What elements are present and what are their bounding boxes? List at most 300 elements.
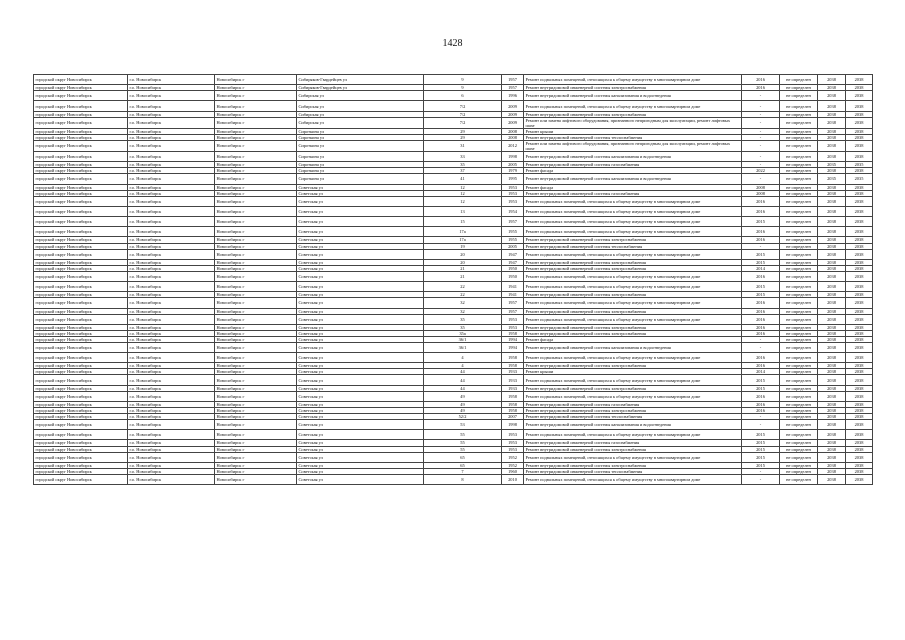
street-cell: Советская ул [297,363,424,369]
house-number-cell: 35 [424,314,502,324]
plan-period-cell: не определен [780,111,818,117]
district-cell: г.о. Новосибирск [128,174,215,184]
work-type-cell: Ремонт внутридомовой инженерной системы канализования и водоотведения [524,152,742,162]
start-year-cell: 2038 [818,363,846,369]
municipality-cell: городской округ Новосибирск [34,336,128,342]
municipality-cell: городской округ Новосибирск [34,401,128,407]
table-row [34,391,873,401]
last-repair-year-cell: - [742,128,780,134]
district-cell: г.о. Новосибирск [128,217,215,227]
district-cell: г.о. Новосибирск [128,414,215,420]
start-year-cell: 2038 [818,140,846,151]
street-cell: Сироткина ул [297,162,424,168]
municipality-cell: городской округ Новосибирск [34,190,128,196]
work-type-cell: Ремонт внутридомовой инженерной системы канализования и водоотведения [524,174,742,184]
table-row [34,249,873,259]
end-year-cell: 2038 [846,330,873,336]
house-number-cell: 33 [424,152,502,162]
district-cell: г.о. Новосибирск [128,282,215,292]
municipality-cell: городской округ Новосибирск [34,353,128,363]
house-number-cell: 37 [424,168,502,174]
last-repair-year-cell: - [742,474,780,484]
work-type-cell: Ремонт подвальных помещений, относящихся к общему имуществу в многоквартирном доме [524,196,742,206]
house-number-cell: 19 [424,243,502,249]
district-cell: г.о. Новосибирск [128,152,215,162]
last-repair-year-cell: 2016 [742,75,780,85]
work-type-cell: Ремонт внутридомовой инженерной системы канализования и водоотведения [524,91,742,101]
district-cell: г.о. Новосибирск [128,117,215,128]
table-row [34,375,873,385]
build-year-cell: 2008 [502,134,524,140]
district-cell: г.о. Новосибирск [128,468,215,474]
settlement-cell: Новосибирск г [215,407,297,413]
start-year-cell: 2038 [818,452,846,462]
work-type-cell: Ремонт внутридомовой инженерной системы электроснабжения [524,446,742,452]
plan-period-cell: не определен [780,152,818,162]
house-number-cell: 29 [424,128,502,134]
page-number: 1428 [442,38,463,49]
work-type-cell: Ремонт внутридомовой инженерной системы электроснабжения [524,385,742,391]
work-type-cell: Ремонт внутридомовой инженерной системы электроснабжения [524,363,742,369]
district-cell: г.о. Новосибирск [128,330,215,336]
last-repair-year-cell: 2015 [742,217,780,227]
build-year-cell: 1953 [502,314,524,324]
settlement-cell: Новосибирск г [215,111,297,117]
municipality-cell: городской округ Новосибирск [34,91,128,101]
house-number-cell: 35 [424,162,502,168]
municipality-cell: городской округ Новосибирск [34,271,128,281]
municipality-cell: городской округ Новосибирск [34,440,128,446]
street-cell: Советская ул [297,265,424,271]
settlement-cell: Новосибирск г [215,168,297,174]
district-cell: г.о. Новосибирск [128,369,215,375]
table-row [34,152,873,162]
house-number-cell: 41 [424,174,502,184]
build-year-cell: 1941 [502,282,524,292]
table-row [34,117,873,128]
build-year-cell: 2009 [502,101,524,111]
end-year-cell: 2038 [846,446,873,452]
table-row [34,353,873,363]
work-type-cell: Ремонт подвальных помещений, относящихся к общему имуществу в многоквартирном доме [524,430,742,440]
street-cell: Советская ул [297,430,424,440]
end-year-cell: 2038 [846,152,873,162]
end-year-cell: 2038 [846,363,873,369]
district-cell: г.о. Новосибирск [128,140,215,151]
work-type-cell: Ремонт внутридомовой инженерной системы газоснабжения [524,190,742,196]
municipality-cell: городской округ Новосибирск [34,162,128,168]
end-year-cell: 2038 [846,101,873,111]
municipality-cell: городской округ Новосибирск [34,152,128,162]
house-number-cell: 20 [424,249,502,259]
municipality-cell: городской округ Новосибирск [34,298,128,308]
settlement-cell: Новосибирск г [215,85,297,91]
house-number-cell: 49 [424,407,502,413]
house-number-cell: 49 [424,391,502,401]
district-cell: г.о. Новосибирск [128,446,215,452]
end-year-cell: 2038 [846,91,873,101]
street-cell: Советская ул [297,336,424,342]
municipality-cell: городской округ Новосибирск [34,168,128,174]
municipality-cell: городской округ Новосибирск [34,206,128,216]
build-year-cell: 2005 [502,243,524,249]
municipality-cell: городской округ Новосибирск [34,227,128,237]
work-type-cell: Ремонт подвальных помещений, относящихся к общему имуществу в многоквартирном доме [524,391,742,401]
start-year-cell: 2038 [818,336,846,342]
build-year-cell: 1957 [502,85,524,91]
settlement-cell: Новосибирск г [215,152,297,162]
plan-period-cell: не определен [780,407,818,413]
municipality-cell: городской округ Новосибирск [34,128,128,134]
start-year-cell: 2038 [818,474,846,484]
settlement-cell: Новосибирск г [215,243,297,249]
end-year-cell: 2038 [846,452,873,462]
district-cell: г.о. Новосибирск [128,237,215,243]
district-cell: г.о. Новосибирск [128,184,215,190]
build-year-cell: 1994 [502,336,524,342]
plan-period-cell: не определен [780,174,818,184]
end-year-cell: 2038 [846,298,873,308]
end-year-cell: 2038 [846,375,873,385]
district-cell: г.о. Новосибирск [128,91,215,101]
build-year-cell: 1957 [502,308,524,314]
work-type-cell: Ремонт подвальных помещений, относящихся к общему имуществу в многоквартирном доме [524,217,742,227]
settlement-cell: Новосибирск г [215,314,297,324]
last-repair-year-cell: 2016 [742,227,780,237]
start-year-cell: 2038 [818,385,846,391]
end-year-cell: 2038 [846,401,873,407]
house-number-cell: 15 [424,217,502,227]
end-year-cell: 2038 [846,75,873,85]
house-number-cell: 7/2 [424,117,502,128]
start-year-cell: 2038 [818,324,846,330]
house-number-cell: 17а [424,227,502,237]
house-number-cell: 17а [424,237,502,243]
settlement-cell: Новосибирск г [215,75,297,85]
end-year-cell: 2038 [846,237,873,243]
end-year-cell: 2038 [846,259,873,265]
district-cell: г.о. Новосибирск [128,190,215,196]
build-year-cell: 1953 [502,196,524,206]
settlement-cell: Новосибирск г [215,468,297,474]
build-year-cell: 1947 [502,259,524,265]
last-repair-year-cell: - [742,336,780,342]
work-type-cell: Ремонт внутридомовой инженерной системы теплоснабжения [524,134,742,140]
settlement-cell: Новосибирск г [215,128,297,134]
street-cell: Советская ул [297,206,424,216]
settlement-cell: Новосибирск г [215,401,297,407]
settlement-cell: Новосибирск г [215,292,297,298]
street-cell: Сироткина ул [297,174,424,184]
street-cell: Сироткина ул [297,168,424,174]
build-year-cell: 1996 [502,91,524,101]
municipality-cell: городской округ Новосибирск [34,420,128,430]
municipality-cell: городской округ Новосибирск [34,282,128,292]
build-year-cell: 1958 [502,391,524,401]
plan-period-cell: не определен [780,237,818,243]
start-year-cell: 2038 [818,128,846,134]
district-cell: г.о. Новосибирск [128,271,215,281]
house-number-cell: 44 [424,369,502,375]
house-number-cell: 8 [424,474,502,484]
house-number-cell: 44 [424,375,502,385]
house-number-cell: 7/2 [424,101,502,111]
house-number-cell: 22 [424,292,502,298]
plan-period-cell: не определен [780,391,818,401]
settlement-cell: Новосибирск г [215,271,297,281]
street-cell: Советская ул [297,243,424,249]
build-year-cell: 2005 [502,162,524,168]
last-repair-year-cell: 2016 [742,196,780,206]
last-repair-year-cell: 2016 [742,407,780,413]
district-cell: г.о. Новосибирск [128,353,215,363]
municipality-cell: городской округ Новосибирск [34,375,128,385]
settlement-cell: Новосибирск г [215,259,297,265]
build-year-cell: 1998 [502,152,524,162]
start-year-cell: 2038 [818,308,846,314]
plan-period-cell: не определен [780,452,818,462]
plan-period-cell: не определен [780,462,818,468]
plan-period-cell: не определен [780,401,818,407]
start-year-cell: 2038 [818,111,846,117]
municipality-cell: городской округ Новосибирск [34,111,128,117]
end-year-cell: 2038 [846,196,873,206]
work-type-cell: Ремонт внутридомовой инженерной системы теплоснабжения [524,414,742,420]
work-type-cell: Ремонт внутридомовой инженерной системы электроснабжения [524,462,742,468]
house-number-cell: 21 [424,265,502,271]
end-year-cell: 2038 [846,353,873,363]
end-year-cell: 2038 [846,462,873,468]
last-repair-year-cell: 2016 [742,206,780,216]
work-type-cell: Ремонт подвальных помещений, относящихся к общему имуществу в многоквартирном доме [524,227,742,237]
settlement-cell: Новосибирск г [215,162,297,168]
municipality-cell: городской округ Новосибирск [34,324,128,330]
work-type-cell: Ремонт внутридомовой инженерной системы канализования и водоотведения [524,342,742,352]
municipality-cell: городской округ Новосибирск [34,140,128,151]
district-cell: г.о. Новосибирск [128,249,215,259]
municipality-cell: городской округ Новосибирск [34,330,128,336]
table-row [34,314,873,324]
settlement-cell: Новосибирск г [215,298,297,308]
district-cell: г.о. Новосибирск [128,452,215,462]
municipality-cell: городской округ Новосибирск [34,243,128,249]
work-type-cell: Ремонт внутридомовой инженерной системы газоснабжения [524,401,742,407]
plan-period-cell: не определен [780,314,818,324]
last-repair-year-cell: 2015 [742,375,780,385]
settlement-cell: Новосибирск г [215,265,297,271]
last-repair-year-cell: - [742,174,780,184]
plan-period-cell: не определен [780,134,818,140]
build-year-cell: 1958 [502,401,524,407]
settlement-cell: Новосибирск г [215,237,297,243]
work-type-cell: Ремонт подвальных помещений, относящихся к общему имуществу в многоквартирном доме [524,452,742,462]
street-cell: Советская ул [297,407,424,413]
settlement-cell: Новосибирск г [215,196,297,206]
build-year-cell: 1994 [502,342,524,352]
house-number-cell: 36/1 [424,342,502,352]
house-number-cell: 52/2 [424,414,502,420]
build-year-cell: 1958 [502,353,524,363]
work-type-cell: Ремонт подвальных помещений, относящихся к общему имуществу в многоквартирном доме [524,474,742,484]
start-year-cell: 2038 [818,91,846,101]
last-repair-year-cell: 2016 [742,314,780,324]
house-number-cell: 4 [424,353,502,363]
last-repair-year-cell: 2008 [742,190,780,196]
plan-period-cell: не определен [780,330,818,336]
plan-period-cell: не определен [780,369,818,375]
house-number-cell: 32 [424,298,502,308]
plan-period-cell: не определен [780,385,818,391]
settlement-cell: Новосибирск г [215,174,297,184]
table-row [34,174,873,184]
start-year-cell: 2038 [818,314,846,324]
district-cell: г.о. Новосибирск [128,168,215,174]
street-cell: Советская ул [297,237,424,243]
settlement-cell: Новосибирск г [215,342,297,352]
street-cell: Советская ул [297,414,424,420]
plan-period-cell: не определен [780,249,818,259]
build-year-cell: 1953 [502,446,524,452]
house-number-cell: 36/1 [424,336,502,342]
street-cell: Советская ул [297,452,424,462]
settlement-cell: Новосибирск г [215,462,297,468]
last-repair-year-cell: 2016 [742,391,780,401]
build-year-cell: 1952 [502,452,524,462]
house-number-cell: 55 [424,430,502,440]
district-cell: г.о. Новосибирск [128,134,215,140]
build-year-cell: 2007 [502,414,524,420]
municipality-cell: городской округ Новосибирск [34,391,128,401]
settlement-cell: Новосибирск г [215,190,297,196]
table-row [34,342,873,352]
table-row [34,282,873,292]
plan-period-cell: не определен [780,298,818,308]
last-repair-year-cell: 2015 [742,446,780,452]
last-repair-year-cell: 2016 [742,330,780,336]
build-year-cell: 1950 [502,265,524,271]
house-number-cell: 9 [424,75,502,85]
last-repair-year-cell: 2016 [742,85,780,91]
municipality-cell: городской округ Новосибирск [34,414,128,420]
build-year-cell: 1957 [502,75,524,85]
start-year-cell: 2038 [818,196,846,206]
table-row [34,101,873,111]
table-row [34,140,873,151]
end-year-cell: 2038 [846,206,873,216]
build-year-cell: 1957 [502,298,524,308]
municipality-cell: городской округ Новосибирск [34,249,128,259]
house-number-cell: 21 [424,271,502,281]
house-number-cell: 13 [424,206,502,216]
start-year-cell: 2038 [818,342,846,352]
district-cell: г.о. Новосибирск [128,128,215,134]
last-repair-year-cell: 2016 [742,353,780,363]
plan-period-cell: не определен [780,336,818,342]
street-cell: Советская ул [297,314,424,324]
end-year-cell: 2038 [846,243,873,249]
work-type-cell: Ремонт подвальных помещений, относящихся к общему имуществу в многоквартирном доме [524,375,742,385]
end-year-cell: 2038 [846,414,873,420]
municipality-cell: городской округ Новосибирск [34,134,128,140]
start-year-cell: 2038 [818,184,846,190]
district-cell: г.о. Новосибирск [128,259,215,265]
plan-period-cell: не определен [780,243,818,249]
district-cell: г.о. Новосибирск [128,75,215,85]
work-type-cell: Ремонт подвальных помещений, относящихся к общему имуществу в многоквартирном доме [524,75,742,85]
plan-period-cell: не определен [780,414,818,420]
municipality-cell: городской округ Новосибирск [34,452,128,462]
street-cell: Советская ул [297,474,424,484]
start-year-cell: 2038 [818,85,846,91]
last-repair-year-cell: 2022 [742,168,780,174]
last-repair-year-cell: - [742,342,780,352]
plan-period-cell: не определен [780,474,818,484]
street-cell: Советская ул [297,375,424,385]
plan-period-cell: не определен [780,101,818,111]
build-year-cell: 1953 [502,184,524,190]
build-year-cell: 1957 [502,217,524,227]
table-row [34,91,873,101]
start-year-cell: 2038 [818,420,846,430]
district-cell: г.о. Новосибирск [128,385,215,391]
house-number-cell: 55 [424,440,502,446]
last-repair-year-cell: 2015 [742,292,780,298]
start-year-cell: 2038 [818,446,846,452]
end-year-cell: 2038 [846,134,873,140]
start-year-cell: 2038 [818,227,846,237]
house-number-cell: 7 [424,468,502,474]
street-cell: Сибирская ул [297,101,424,111]
end-year-cell: 2035 [846,174,873,184]
street-cell: Советская ул [297,271,424,281]
table-row [34,75,873,85]
street-cell: Сибирская ул [297,117,424,128]
settlement-cell: Новосибирск г [215,385,297,391]
street-cell: Советская ул [297,190,424,196]
settlement-cell: Новосибирск г [215,375,297,385]
house-number-cell: 55 [424,446,502,452]
work-type-cell: Ремонт крыши [524,369,742,375]
street-cell: Советская ул [297,298,424,308]
work-type-cell: Ремонт внутридомовой инженерной системы электроснабжения [524,259,742,265]
end-year-cell: 2038 [846,128,873,134]
last-repair-year-cell: 2014 [742,265,780,271]
settlement-cell: Новосибирск г [215,249,297,259]
start-year-cell: 2038 [818,190,846,196]
last-repair-year-cell: 2015 [742,430,780,440]
district-cell: г.о. Новосибирск [128,162,215,168]
end-year-cell: 2038 [846,265,873,271]
district-cell: г.о. Новосибирск [128,101,215,111]
settlement-cell: Новосибирск г [215,414,297,420]
last-repair-year-cell: 2016 [742,308,780,314]
start-year-cell: 2038 [818,152,846,162]
last-repair-year-cell: - [742,152,780,162]
district-cell: г.о. Новосибирск [128,292,215,298]
end-year-cell: 2038 [846,420,873,430]
work-type-cell: Ремонт фасада [524,184,742,190]
plan-period-cell: не определен [780,75,818,85]
district-cell: г.о. Новосибирск [128,324,215,330]
district-cell: г.о. Новосибирск [128,206,215,216]
end-year-cell: 2038 [846,140,873,151]
build-year-cell: 2009 [502,117,524,128]
house-number-cell: 49 [424,401,502,407]
end-year-cell: 2038 [846,227,873,237]
build-year-cell: 1933 [502,385,524,391]
end-year-cell: 2038 [846,430,873,440]
settlement-cell: Новосибирск г [215,206,297,216]
